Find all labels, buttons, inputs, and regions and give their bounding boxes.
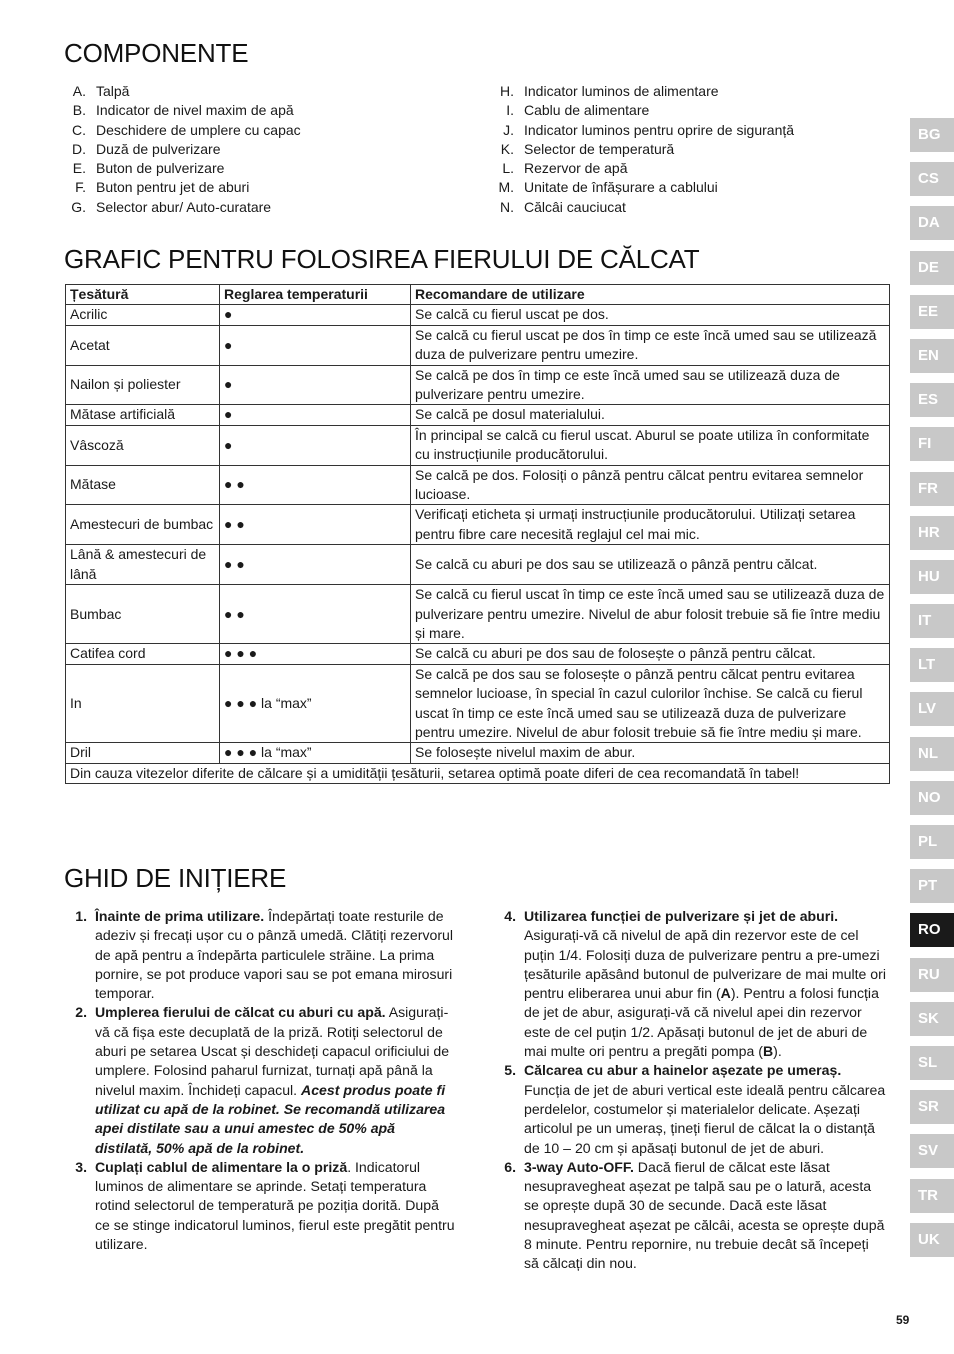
list-item: F. Buton pentru jet de aburi — [75, 179, 250, 196]
language-tab-hu[interactable]: HU — [910, 560, 954, 594]
language-tab-lt[interactable]: LT — [910, 648, 954, 682]
language-tab-da[interactable]: DA — [910, 206, 954, 240]
language-tab-sv[interactable]: SV — [910, 1134, 954, 1168]
list-item: C. Deschidere de umplere cu capac — [72, 121, 301, 138]
language-tab-hr[interactable]: HR — [910, 516, 954, 550]
language-tab-de[interactable]: DE — [910, 251, 954, 285]
table-row: Lână & amestecuri de lână ● ● Se calcă cu aburi pe dos sau se utilizează o pânză pentru călcat. — [66, 545, 890, 585]
guide-step-2: 2. Umplerea fierului de călcat cu aburi cu apă. Asigurați-vă că fișa este decuplată de la priză. Rotiți selectorul de aburi pe setarea Uscat și deschideți capacul orificiului de umplere. Folosind paharul furnizat, turnați apă până la nivelul maxim. Închideți capacul. Acest produs poate fi utilizat cu apă de la robinet. Se recomandă utilizarea apei distilate sau a unui amestec de 50% apă distilată, 50% apă de la robinet. — [75, 1004, 450, 1156]
header-temperature: Reglarea temperaturii — [220, 285, 411, 305]
table-footnote: Din cauza vitezelor diferite de călcare și a umidității țesăturii, setarea optimă poate diferi de cea recomandată în tabel! — [66, 763, 890, 783]
language-tabs — [910, 118, 954, 1267]
language-tab-en[interactable]: EN — [910, 339, 954, 373]
guide-step-3: 3. Cuplați cablul de alimentare la o priză. Indicatorul luminos de alimentare se aprinde. Setați temperatura rotind selectorul de temperatură pe poziția dorită. După ce se stinge indicatorul luminos, fierul este pregătit pentru utilizare. — [75, 1158, 455, 1253]
table-row: Vâscoză ● În principal se calcă cu fierul uscat. Aburul se poate utiliza în conformitate cu instrucțiunile producătorului. — [66, 425, 890, 465]
language-tab-cs[interactable]: CS — [910, 162, 954, 196]
table-row: In ● ● ● la “max” Se calcă pe dos sau se folosește o pânză pentru călcat pentru evitarea semnelor lucioase, în special în cazul culorilor închise. Se calcă cu fierul uscat în timp ce este încă umed sau se utilizează duza de pulverizare pentru umezire. Nivelul de abur folosit trebuie să fie între mediu și mare. — [66, 664, 890, 743]
guide-title: GHID DE INIȚIERE — [64, 863, 287, 893]
list-item: N. Călcâi cauciucat — [500, 198, 626, 215]
components-list-right — [492, 82, 794, 217]
table-row: Bumbac ● ● Se calcă cu fierul uscat în timp ce este încă umed sau se utilizează duza de pulverizare pentru umezire. Nivelul de abur folosit trebuie să fie între mediu și mare. — [66, 585, 890, 644]
table-row: Amestecuri de bumbac ● ● Verificați eticheta și urmați instrucțiunile producătorului. Utilizați setarea pentru fibre care necesită reglajul cel mai mic. — [66, 505, 890, 545]
language-tab-ro[interactable]: RO — [910, 913, 954, 947]
table-row: Mătase artificială ● Se calcă pe dosul materialului. — [66, 405, 890, 425]
list-item: G. Selector abur/ Auto-curatare — [71, 198, 272, 215]
guide-step-1: 1. Înainte de prima utilizare. Îndepărtați toate resturile de adeziv și frecați ușor cu o pânză umedă. Clătiți rezervorul de apă pentru a îndepărta particulele străine. La prima pornire, se pot produce vapori sau se pot emana mirosuri temporar. — [75, 908, 453, 1002]
table-row: Catifea cord ● ● ● Se calcă cu aburi pe dos sau de folosește o pânză pentru călcat. — [66, 644, 890, 664]
list-item: M. Unitate de înfășurare a cablului — [498, 179, 718, 196]
list-item: A. Talpă — [72, 83, 130, 99]
components-list-left — [64, 82, 301, 217]
language-tab-sr[interactable]: SR — [910, 1090, 954, 1124]
header-fabric: Țesătură — [66, 285, 220, 305]
page-number: 59 — [896, 1313, 910, 1327]
language-tab-fr[interactable]: FR — [910, 472, 954, 506]
list-item: I. Cablu de alimentare — [506, 102, 650, 119]
language-tab-pt[interactable]: PT — [910, 869, 954, 903]
list-item: B. Indicator de nivel maxim de apă — [72, 102, 294, 119]
table-footnote-row — [66, 763, 890, 783]
table-header-row — [66, 285, 890, 305]
ironing-chart-title: GRAFIC PENTRU FOLOSIREA FIERULUI DE CĂLCAT — [64, 244, 700, 274]
language-tab-bg[interactable]: BG — [910, 118, 954, 152]
language-tab-tr[interactable]: TR — [910, 1179, 954, 1213]
list-item: K. Selector de temperatură — [500, 140, 675, 157]
table-row: Mătase ● ● Se calcă pe dos. Folosiți o pânză pentru călcat pentru evitarea semnelor lucioase. — [66, 465, 890, 505]
language-tab-nl[interactable]: NL — [910, 737, 954, 771]
language-tab-no[interactable]: NO — [910, 781, 954, 815]
guide-step-5: 5. Călcarea cu abur a hainelor așezate pe umeraș. Funcția de jet de aburi vertical este ideală pentru călcarea perdelelor, costumelor și materialelor delicate. Așezați articolul pe un umeraș, țineți fierul de călcat la o distanță de 10 – 20 cm și apăsați butonul de jet de aburi. — [504, 1062, 886, 1156]
guide-column-right — [493, 907, 887, 1274]
language-tab-pl[interactable]: PL — [910, 825, 954, 859]
list-item: D. Duză de pulverizare — [72, 140, 221, 157]
language-tab-uk[interactable]: UK — [910, 1223, 954, 1257]
table-row: Acetat ● Se calcă cu fierul uscat pe dos în timp ce este încă umed sau se utilizează duza de pulverizare pentru umezire. — [66, 325, 890, 365]
guide-step-4: 4. Utilizarea funcției de pulverizare și jet de aburi. Asigurați-vă că nivelul de apă din rezervor este de cel puțin 1/4. Folosiți duza de pulverizare pentru a pre-umezi țesăturile apăsând butonul de pulverizare de mai multe ori pentru eliberarea unui abur fin (A). Pentru a folosi funcția de jet de abur, asigurați-vă că nivelul apei din rezervor este de cel puțin 1/2. Apăsați butonul de jet de aburi de mai multe ori pentru a pregăti pompa (B). — [504, 908, 886, 1060]
ironing-chart-table — [65, 284, 890, 784]
components-title: COMPONENTE — [64, 38, 249, 68]
language-tab-es[interactable]: ES — [910, 383, 954, 417]
language-tab-it[interactable]: IT — [910, 604, 954, 638]
guide-column-left — [64, 907, 456, 1254]
guide-step-6: 6. 3-way Auto-OFF. Dacă fierul de călcat este lăsat nesupravegheat așezat pe talpă sau pe o latură, acesta se oprește după 30 de secunde. Dacă este lăsat nesupravegheat așezat pe călcâi, acesta se oprește după 8 minute. Pentru repornire, nu trebuie decât să începeți să călcați din nou. — [504, 1158, 885, 1272]
language-tab-sk[interactable]: SK — [910, 1002, 954, 1036]
table-row: Nailon și poliester ● Se calcă pe dos în timp ce este încă umed sau se utilizează duza de pulverizare pentru umezire. — [66, 365, 890, 405]
list-item: E. Buton de pulverizare — [72, 160, 225, 177]
language-tab-ee[interactable]: EE — [910, 295, 954, 329]
language-tab-fi[interactable]: FI — [910, 427, 954, 461]
language-tab-lv[interactable]: LV — [910, 692, 954, 726]
list-item: J. Indicator luminos pentru oprire de siguranță — [503, 121, 795, 138]
language-tab-ru[interactable]: RU — [910, 958, 954, 992]
language-tab-sl[interactable]: SL — [910, 1046, 954, 1080]
list-item: H. Indicator luminos de alimentare — [500, 83, 719, 99]
list-item: L. Rezervor de apă — [502, 160, 628, 177]
table-row: Acrilic ● Se calcă cu fierul uscat pe dos. — [66, 305, 890, 325]
table-row: Dril ● ● ● la “max” Se folosește nivelul maxim de abur. — [66, 743, 890, 763]
header-recommendation: Recomandare de utilizare — [411, 285, 890, 305]
